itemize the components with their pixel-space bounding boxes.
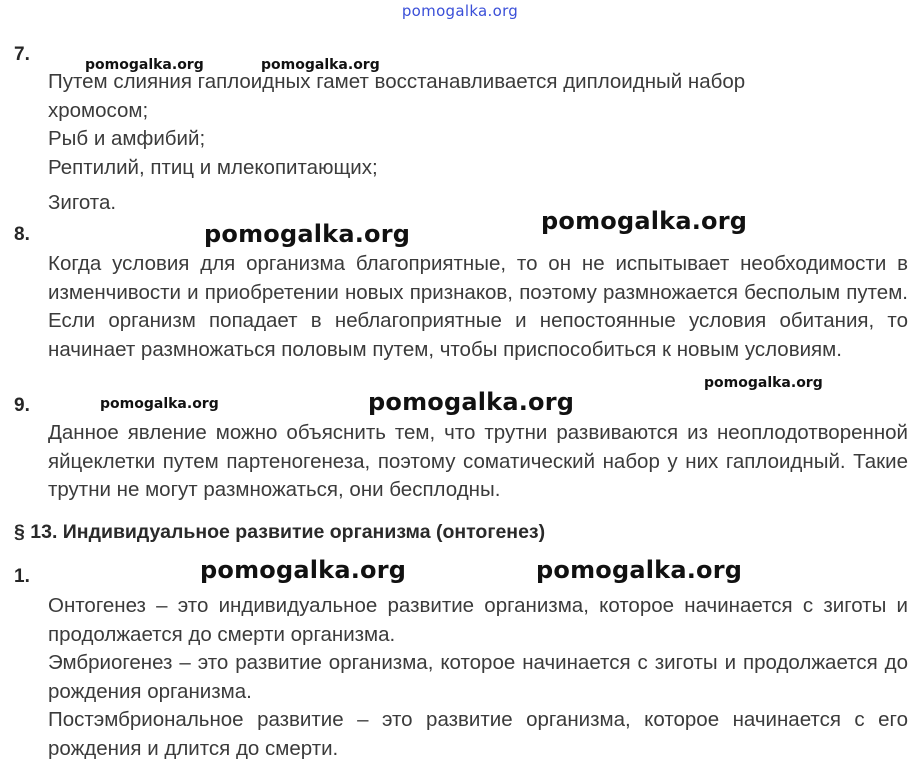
answer-7-line: Зигота. [48,191,117,214]
watermark: pomogalka.org [704,375,823,391]
watermark: pomogalka.org [204,220,411,248]
ontogenesis-definition: Онтогенез – это индивидуальное развитие организма, которое начинается с зиготы и продолжается до смерти организма. [48,594,908,646]
answer-8-text: Когда условия для организма благоприятные, то он не испытывает необходимости в изменчивости и приобретении новых признаков, поэтому размножается бесполым путем. Если организм попадает в неблагоприятные и непостоянные условия обитания, то начинает размножаться половым путем, чтобы приспособиться к новым условиям. [48,252,908,361]
embryogenesis-definition: Эмбриогенез – это развитие организма, которое начинается с зиготы и продолжается до рождения организма. [48,651,908,703]
site-watermark-top: pomogalka.org [401,2,519,20]
answer-1-text-block [48,592,908,763]
watermark: pomogalka.org [536,556,743,584]
answer-7-line: хромосом; [48,99,149,122]
watermark: pomogalka.org [541,207,748,235]
watermark: pomogalka.org [368,388,575,416]
answer-number-8: 8. [14,224,30,245]
answer-7-line: Путем слияния гаплоидных гамет восстанавливается диплоидный набор [48,70,746,93]
watermark: pomogalka.org [261,57,380,73]
answer-number-9: 9. [14,395,30,416]
watermark: pomogalka.org [200,556,407,584]
answer-9-text: Данное явление можно объяснить тем, что трутни развиваются из неоплодотворенной яйцеклетки путем партеногенеза, поэтому соматический набор у них гаплоидный. Такие трутни не могут размножаться, они бесплодны. [48,421,908,501]
answer-7-line: Рептилий, птиц и млекопитающих; [48,156,378,179]
watermark: pomogalka.org [85,57,204,73]
postembryonic-definition: Постэмбриональное развитие – это развитие организма, которое начинается с его рождения и длится до смерти. [48,708,908,760]
watermark: pomogalka.org [100,396,219,412]
answer-number-7: 7. [14,44,30,65]
answer-7-line: Рыб и амфибий; [48,127,206,150]
section-heading: § 13. Индивидуальное развитие организма (онтогенез) [14,521,546,543]
answer-number-1: 1. [14,566,30,587]
